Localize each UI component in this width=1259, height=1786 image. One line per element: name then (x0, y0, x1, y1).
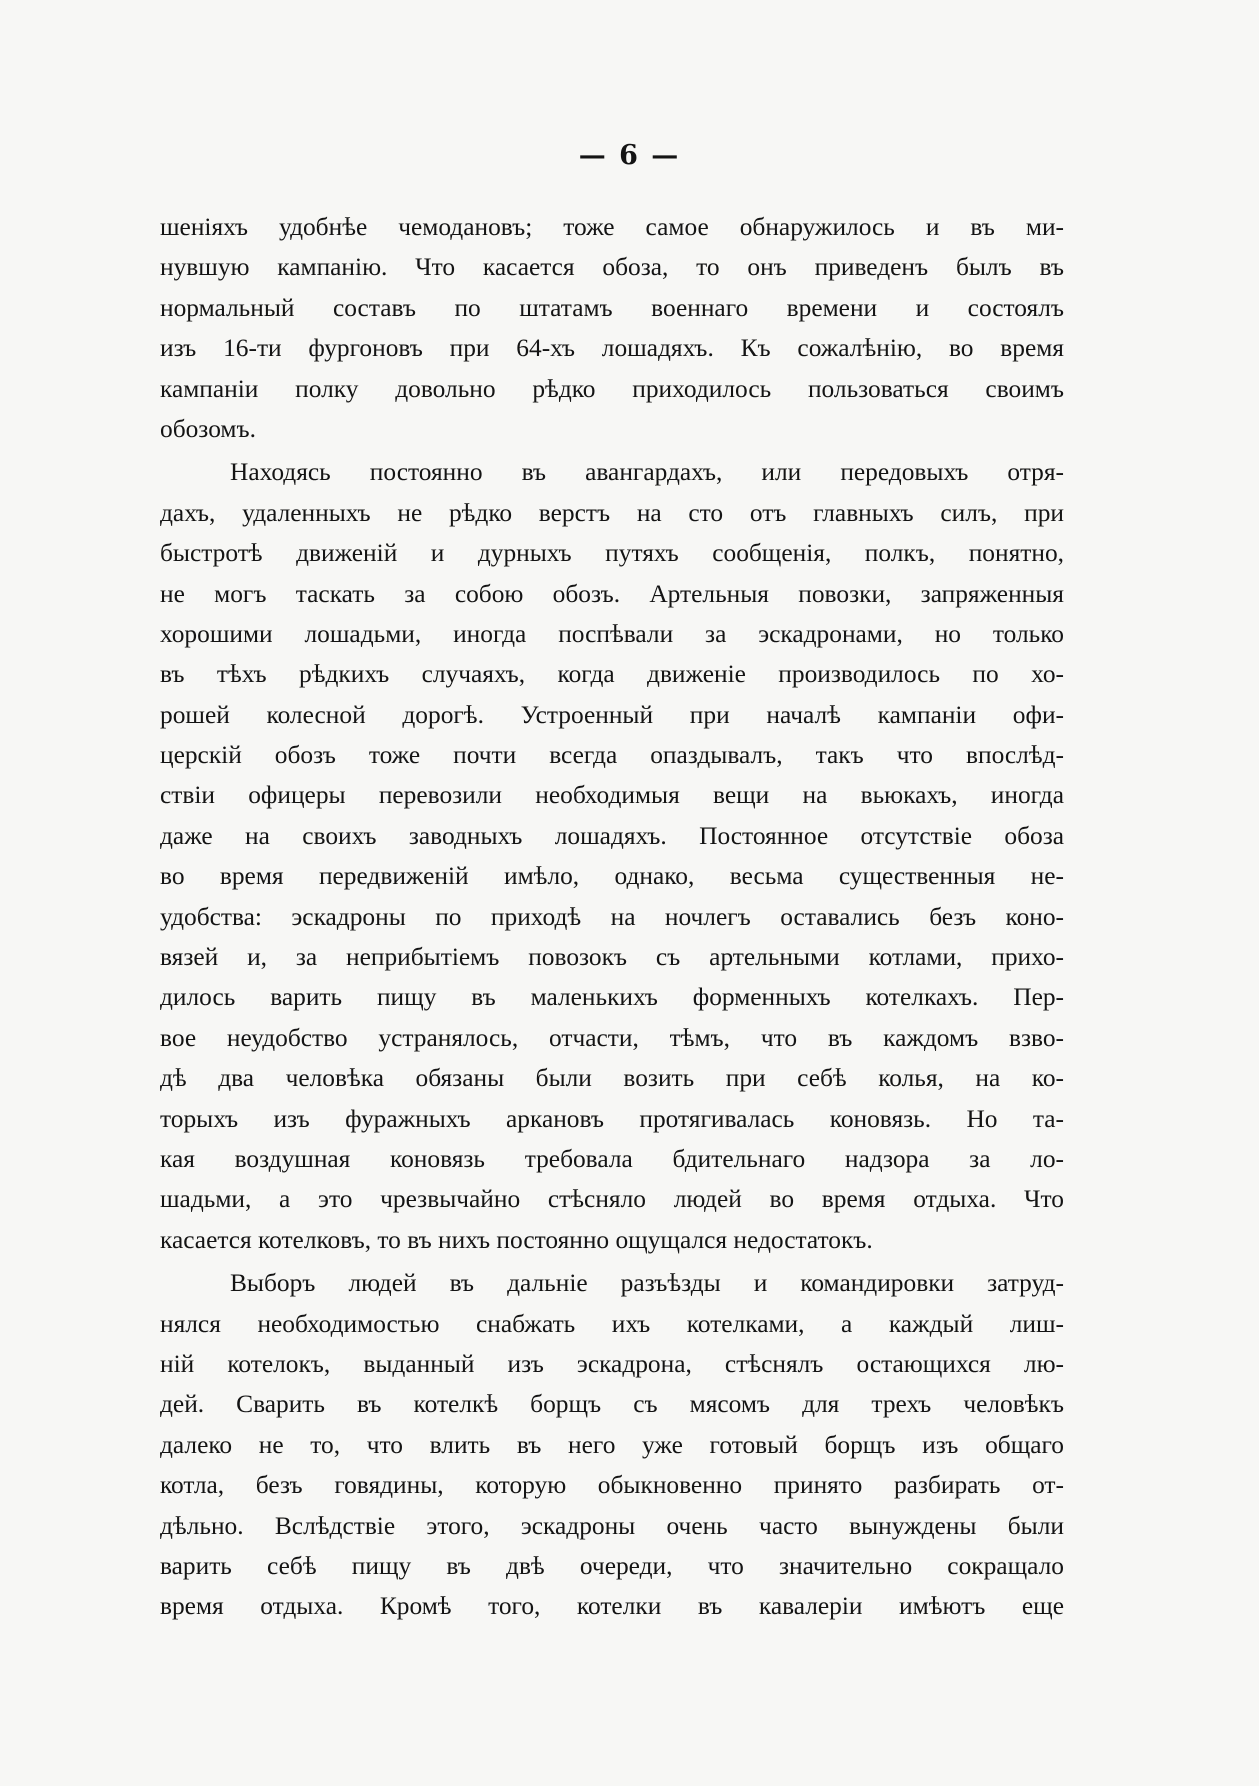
text-line: далеко не то, что влить въ него уже готовый борщъ изъ общаго (160, 1430, 1064, 1459)
text-line: нормальный составъ по штатамъ военнаго времени и состоялъ (160, 293, 1064, 322)
text-line: быстротѣ движеній и дурныхъ путяхъ сообщенія, полкъ, понятно, (160, 539, 1064, 568)
text-line: хорошими лошадьми, иногда поспѣвали за эскадронами, но только (160, 619, 1064, 648)
text-line: шеніяхъ удобнѣе чемодановъ; тоже самое обнаружилось и въ ми- (160, 213, 1064, 241)
text-line: Выборъ людей въ дальніе разъѣзды и командировки затруд- (230, 1269, 1064, 1298)
text-line: нялся необходимостью снабжать ихъ котелками, а каждый лиш- (160, 1309, 1064, 1338)
text-line: во время передвиженій имѣло, однако, весьма существенныя не- (160, 862, 1064, 891)
text-line: нувшую кампанію. Что касается обоза, то онъ приведенъ былъ въ (160, 253, 1064, 282)
text-line: не могъ таскать за собою обозъ. Артельныя повозки, запряженныя (160, 579, 1064, 608)
text-line: кампаніи полку довольно рѣдко приходилось пользоваться своимъ (160, 374, 1064, 403)
text-line: кая воздушная коновязь требовала бдительнаго надзора за ло- (160, 1144, 1064, 1173)
text-line: дѣ два человѣка обязаны были возить при себѣ колья, на ко- (160, 1064, 1064, 1093)
text-line: время отдыха. Кромѣ того, котелки въ кавалеріи имѣютъ еще (160, 1592, 1064, 1621)
text-line: въ тѣхъ рѣдкихъ случаяхъ, когда движеніе производилось по хо- (160, 660, 1064, 689)
text-line: вое неудобство устранялось, отчасти, тѣмъ, что въ каждомъ взво- (160, 1023, 1064, 1052)
text-line: Находясь постоянно въ авангардахъ, или передовыхъ отря- (230, 458, 1064, 487)
text-line: касается котелковъ, то въ нихъ постоянно ощущался недостатокъ. (160, 1225, 873, 1254)
text-line: дилось варить пищу въ маленькихъ форменныхъ котелкахъ. Пер- (160, 983, 1064, 1012)
page-number: — 6 — (578, 140, 681, 171)
text-line: удобства: эскадроны по приходѣ на ночлегъ оставались безъ коно- (160, 902, 1064, 931)
text-line: дей. Сварить въ котелкѣ борщъ съ мясомъ для трехъ человѣкъ (160, 1390, 1064, 1419)
text-line: обозомъ. (160, 414, 256, 443)
text-line: изъ 16-ти фургоновъ при 64-хъ лошадяхъ. Къ сожалѣнію, во время (160, 334, 1064, 363)
text-line: ній котелокъ, выданный изъ эскадрона, стѣснялъ остающихся лю- (160, 1349, 1064, 1378)
body-text (160, 207, 1064, 1627)
text-line: даже на своихъ заводныхъ лошадяхъ. Постоянное отсутствіе обоза (160, 821, 1064, 850)
text-line: шадьми, а это чрезвычайно стѣсняло людей во время отдыха. Что (160, 1185, 1064, 1214)
text-line: церскій обозъ тоже почти всегда опаздывалъ, такъ что впослѣд- (160, 741, 1064, 770)
text-line: варить себѣ пищу въ двѣ очереди, что значительно сокращало (160, 1551, 1064, 1580)
text-line: вязей и, за неприбытіемъ повозокъ съ артельными котлами, прихо- (160, 943, 1064, 972)
text-line: дахъ, удаленныхъ не рѣдко верстъ на сто отъ главныхъ силъ, при (160, 498, 1064, 527)
text-line: котла, безъ говядины, которую обыкновенно принято разбирать от- (160, 1471, 1064, 1500)
text-line: рошей колесной дорогѣ. Устроенный при началѣ кампаніи офи- (160, 700, 1064, 729)
text-line: торыхъ изъ фуражныхъ аркановъ протягивалась коновязь. Но та- (160, 1104, 1064, 1133)
text-line: дѣльно. Вслѣдствіе этого, эскадроны очень часто вынуждены были (160, 1511, 1064, 1540)
text-line: ствіи офицеры перевозили необходимыя вещи на вьюкахъ, иногда (160, 781, 1064, 810)
